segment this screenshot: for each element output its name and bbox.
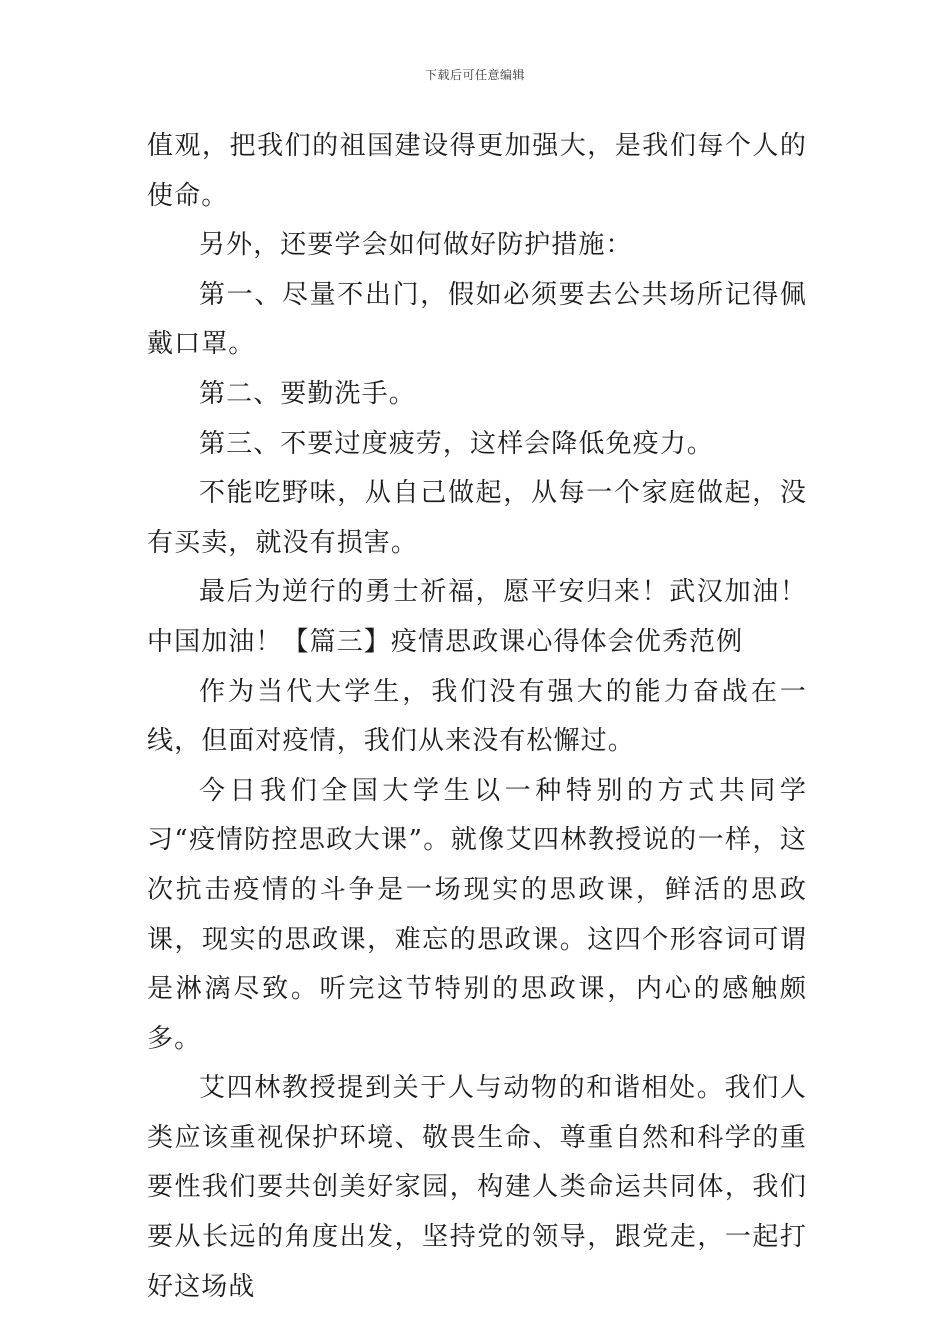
document-body [147,122,807,1312]
header-note: 下载后可任意编辑 [424,68,525,82]
paragraph-continuation: 值观，把我们的祖国建设得更加强大，是我们每个人的使命。 [147,131,807,211]
paragraph-lecture: 今日我们全国大学生以一种特别的方式共同学习“疫情防控思政大课”。就像艾四林教授说的一样，这次抗击疫情的斗争是一场现实的思政课，鲜活的思政课，现实的思政课，难忘的思政课。这四个形容词可谓是淋漓尽致。听完这节特别的思政课，内心的感触颇多。 [147,775,807,1054]
paragraph-students: 作为当代大学生，我们没有强大的能力奋战在一线，但面对疫情，我们从来没有松懈过。 [147,676,807,757]
paragraph-second-point: 第二、要勤洗手。 [199,378,416,409]
paragraph-wild-animals: 不能吃野味，从自己做起，从每一个家庭做起，没有买卖，就没有损害。 [147,478,807,558]
paragraph-harmony: 艾四林教授提到关于人与动物的和谐相处。我们人类应该重视保护环境、敬畏生命、尊重自然和科学的重要性我们要共创美好家园，构建人类命运共同体，我们要从长远的角度出发，坚持党的领导，跟党走，一起打好这场战 [147,1073,807,1302]
paragraph-first-point: 第一、尽量不出门，假如必须要去公共场所记得佩戴口罩。 [147,279,807,360]
paragraph-blessing: 最后为逆行的勇士祈福，愿平安归来！武汉加油！中国加油！【篇三】疫情思政课心得体会优秀范例 [147,577,807,657]
paragraph-third-point: 第三、不要过度疲劳，这样会降低免疫力。 [199,428,714,459]
paragraph-protection-intro: 另外，还要学会如何做好防护措施： [199,230,633,261]
